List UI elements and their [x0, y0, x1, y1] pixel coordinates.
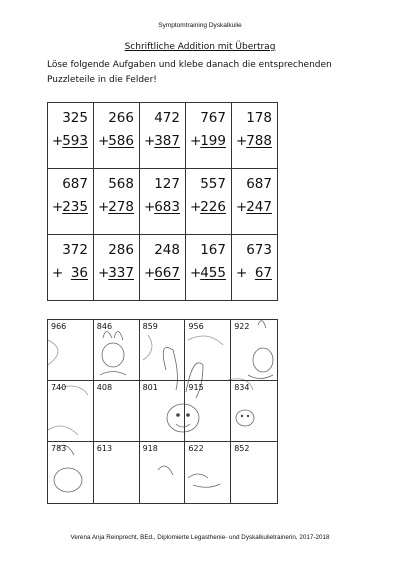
first-addend: 568	[108, 176, 134, 192]
worksheet-title: Schriftliche Addition mit Übertrag	[124, 42, 276, 52]
second-addend: 455	[200, 265, 226, 281]
puzzle-piece-number: 922	[234, 322, 250, 331]
plus-sign: +	[52, 199, 64, 215]
second-addend: 387	[154, 133, 180, 149]
puzzle-grid	[48, 320, 277, 503]
first-addend: 266	[108, 110, 134, 126]
first-addend: 325	[62, 110, 88, 126]
first-addend: 372	[62, 242, 88, 258]
plus-sign: +	[144, 133, 156, 149]
plus-sign: +	[236, 133, 248, 149]
puzzle-piece	[94, 381, 140, 442]
puzzle-piece	[231, 442, 277, 503]
puzzle-piece-number: 918	[142, 444, 158, 453]
addition-task	[48, 103, 94, 169]
addition-task	[140, 169, 186, 235]
addition-task	[94, 169, 140, 235]
first-addend: 472	[154, 110, 180, 126]
puzzle-piece	[48, 442, 94, 503]
addition-task	[186, 169, 232, 235]
puzzle-piece	[185, 381, 231, 442]
addition-task	[140, 235, 186, 301]
puzzle-piece	[48, 320, 94, 381]
first-addend: 673	[246, 242, 272, 258]
puzzle-piece-number: 801	[142, 383, 158, 392]
second-addend: 667	[154, 265, 180, 281]
addition-task	[232, 169, 278, 235]
second-addend: 36	[70, 265, 88, 281]
instructions	[47, 58, 367, 88]
first-addend: 167	[200, 242, 226, 258]
puzzle-piece	[94, 320, 140, 381]
addition-task	[48, 169, 94, 235]
second-addend: 226	[200, 199, 226, 215]
plus-sign: +	[144, 199, 156, 215]
first-addend: 248	[154, 242, 180, 258]
puzzle-area	[47, 319, 278, 504]
plus-sign: +	[98, 133, 110, 149]
second-addend: 337	[108, 265, 134, 281]
page-footer: Verena Anja Reinprecht, BEd., Diplomierte Legasthenie- und Dyskalkulietrainerin, 2017-2018	[70, 534, 330, 541]
plus-sign: +	[52, 265, 64, 281]
first-addend: 127	[154, 176, 180, 192]
plus-sign: +	[190, 133, 202, 149]
second-addend: 278	[108, 199, 134, 215]
second-addend: 235	[62, 199, 88, 215]
plus-sign: +	[98, 199, 110, 215]
plus-sign: +	[190, 199, 202, 215]
addition-task	[232, 103, 278, 169]
puzzle-piece	[48, 381, 94, 442]
plus-sign: +	[144, 265, 156, 281]
first-addend: 178	[246, 110, 272, 126]
first-addend: 767	[200, 110, 226, 126]
second-addend: 67	[254, 265, 272, 281]
puzzle-piece	[231, 320, 277, 381]
addition-task	[94, 235, 140, 301]
second-addend: 683	[154, 199, 180, 215]
puzzle-piece-number: 783	[51, 444, 67, 453]
plus-sign: +	[98, 265, 110, 281]
puzzle-piece	[185, 320, 231, 381]
instruction-line-2: Puzzleteile in die Felder!	[47, 75, 157, 85]
addition-task-grid	[47, 102, 278, 301]
puzzle-piece-number: 613	[96, 444, 113, 453]
puzzle-piece-number: 408	[96, 383, 113, 392]
addition-task	[186, 235, 232, 301]
puzzle-piece-number: 852	[234, 444, 250, 453]
addition-task	[186, 103, 232, 169]
plus-sign: +	[190, 265, 202, 281]
addition-task	[94, 103, 140, 169]
puzzle-piece	[140, 381, 186, 442]
puzzle-piece	[94, 442, 140, 503]
instruction-line-1: Löse folgende Aufgaben und klebe danach die entsprechenden	[47, 60, 332, 70]
plus-sign: +	[236, 265, 248, 281]
first-addend: 286	[108, 242, 134, 258]
puzzle-piece-number: 846	[96, 322, 113, 331]
puzzle-piece-number: 740	[51, 383, 67, 392]
second-addend: 247	[246, 199, 272, 215]
puzzle-piece-number: 915	[188, 383, 204, 392]
first-addend: 687	[246, 176, 272, 192]
puzzle-piece	[140, 320, 186, 381]
second-addend: 788	[246, 133, 272, 149]
addition-task	[140, 103, 186, 169]
puzzle-piece	[231, 381, 277, 442]
page-header: Symptomtraining Dyskalkulie	[158, 22, 242, 29]
puzzle-piece-number: 956	[188, 322, 204, 331]
second-addend: 593	[62, 133, 88, 149]
puzzle-piece-number: 966	[51, 322, 67, 331]
plus-sign: +	[52, 133, 64, 149]
puzzle-piece	[140, 442, 186, 503]
addition-task	[232, 235, 278, 301]
plus-sign: +	[236, 199, 248, 215]
puzzle-piece	[185, 442, 231, 503]
first-addend: 687	[62, 176, 88, 192]
second-addend: 199	[200, 133, 226, 149]
addition-task	[48, 235, 94, 301]
puzzle-piece-number: 834	[234, 383, 250, 392]
first-addend: 557	[200, 176, 226, 192]
second-addend: 586	[108, 133, 134, 149]
puzzle-piece-number: 622	[188, 444, 204, 453]
puzzle-piece-number: 859	[142, 322, 158, 331]
